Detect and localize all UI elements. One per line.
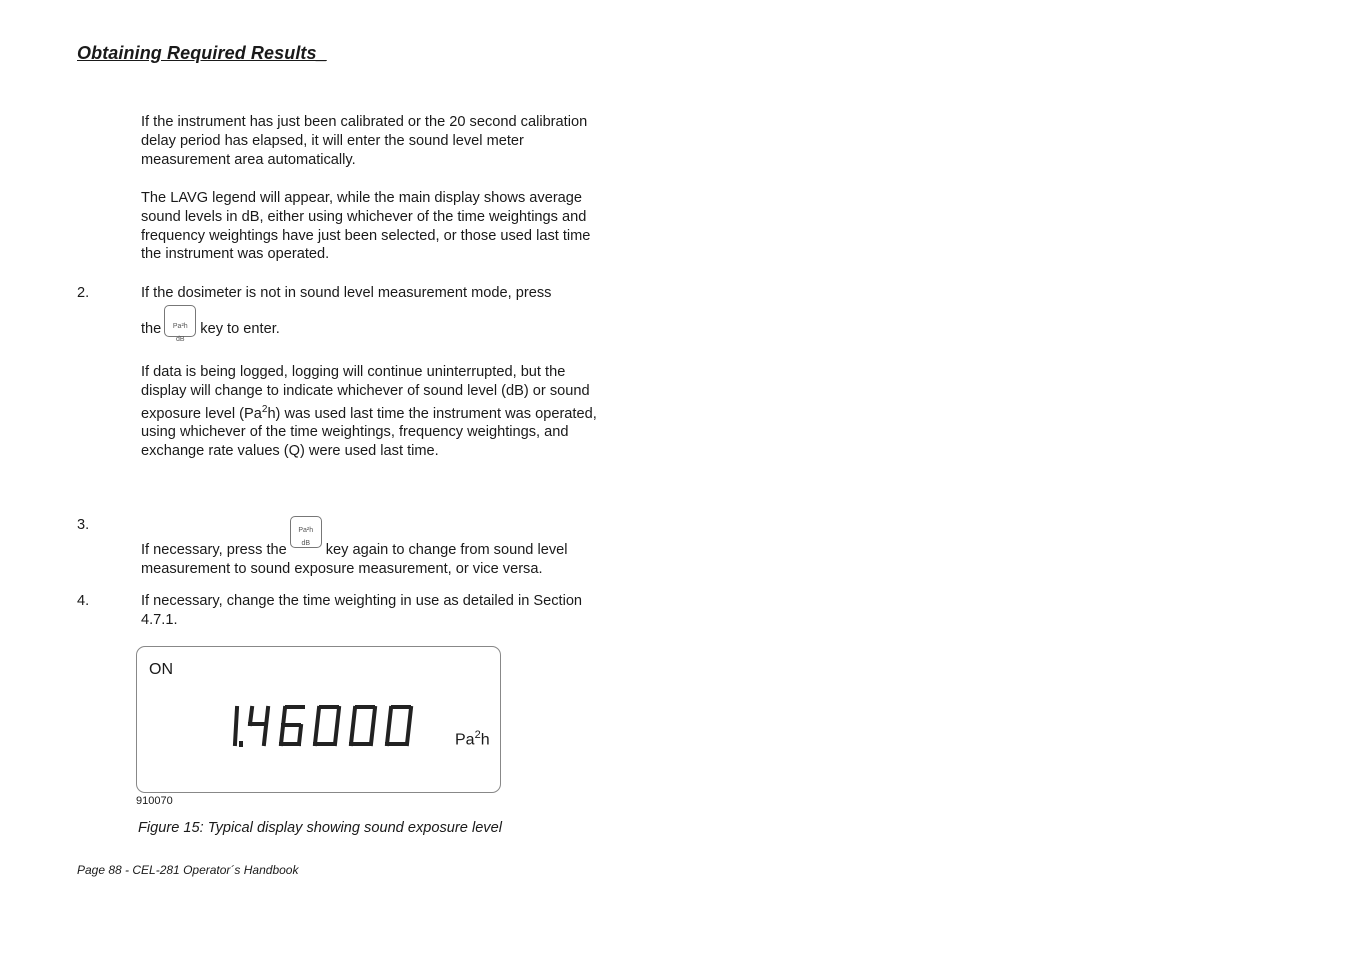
step-2-number: 2.: [77, 285, 90, 301]
unit-base: Pa: [455, 731, 475, 749]
superscript-2: 2: [261, 403, 268, 415]
key-label-top: Pa²h: [172, 323, 188, 330]
lcd-unit: [455, 729, 490, 749]
unit-superscript: 2: [474, 729, 481, 741]
key-label-bottom: dB: [301, 540, 311, 547]
step-2-the: the: [141, 321, 162, 337]
paragraph-logging-part1: If data is being logged, logging will continue uninterrupted, but the display will change to indicate whichever of sound level (dB) or sound exposure level (Pa: [141, 364, 590, 422]
lcd-status-on: ON: [149, 661, 173, 678]
step-2-after-key: key to enter.: [200, 321, 280, 337]
step-3-after-key: key again to change from sound level measurement to sound exposure measurement, or vice versa.: [141, 542, 568, 577]
step-3-paragraph: [141, 516, 591, 579]
step-3-before-key: If necessary, press the: [141, 542, 287, 558]
step-2-key-line: [141, 305, 611, 345]
key-label-bottom: dB: [176, 336, 185, 343]
pa2h-db-key-icon: [164, 305, 196, 343]
lcd-segment-value: [229, 702, 425, 750]
step-4-text: If necessary, change the time weighting in use as detailed in Section 4.7.1.: [141, 593, 583, 628]
paragraph-logging-part2: h) was used last time the instrument was operated, using whichever of the time weightings, frequency weightings, and exchange rate values (Q) were used last time.: [141, 405, 597, 460]
step-2-line: If the dosimeter is not in sound level measurement mode, press: [141, 285, 552, 301]
page-heading: Obtaining Required Results_: [77, 43, 327, 63]
paragraph-lavg: The LAVG legend will appear, while the main display shows average sound levels in dB, either using whichever of the time weightings and frequency weightings have just been selected, or those used last time the instrument was operated.: [141, 190, 591, 263]
step-3-number: 3.: [77, 517, 90, 533]
figure-caption: Figure 15: Typical display showing sound exposure level: [138, 820, 502, 836]
figure-id: 910070: [136, 795, 173, 807]
step-4-number: 4.: [77, 593, 90, 609]
paragraph-calibration: If the instrument has just been calibrated or the 20 second calibration delay period has elapsed, it will enter the sound level meter measurement area automatically.: [141, 114, 588, 168]
lcd-display-figure: [136, 646, 501, 793]
unit-suffix: h: [480, 731, 490, 749]
paragraph-logging: [141, 363, 611, 461]
page-footer: Page 88 - CEL-281 Operator´s Handbook: [77, 863, 299, 877]
key-label-top: Pa²h: [298, 527, 314, 534]
pa2h-db-key-icon: [290, 516, 322, 548]
